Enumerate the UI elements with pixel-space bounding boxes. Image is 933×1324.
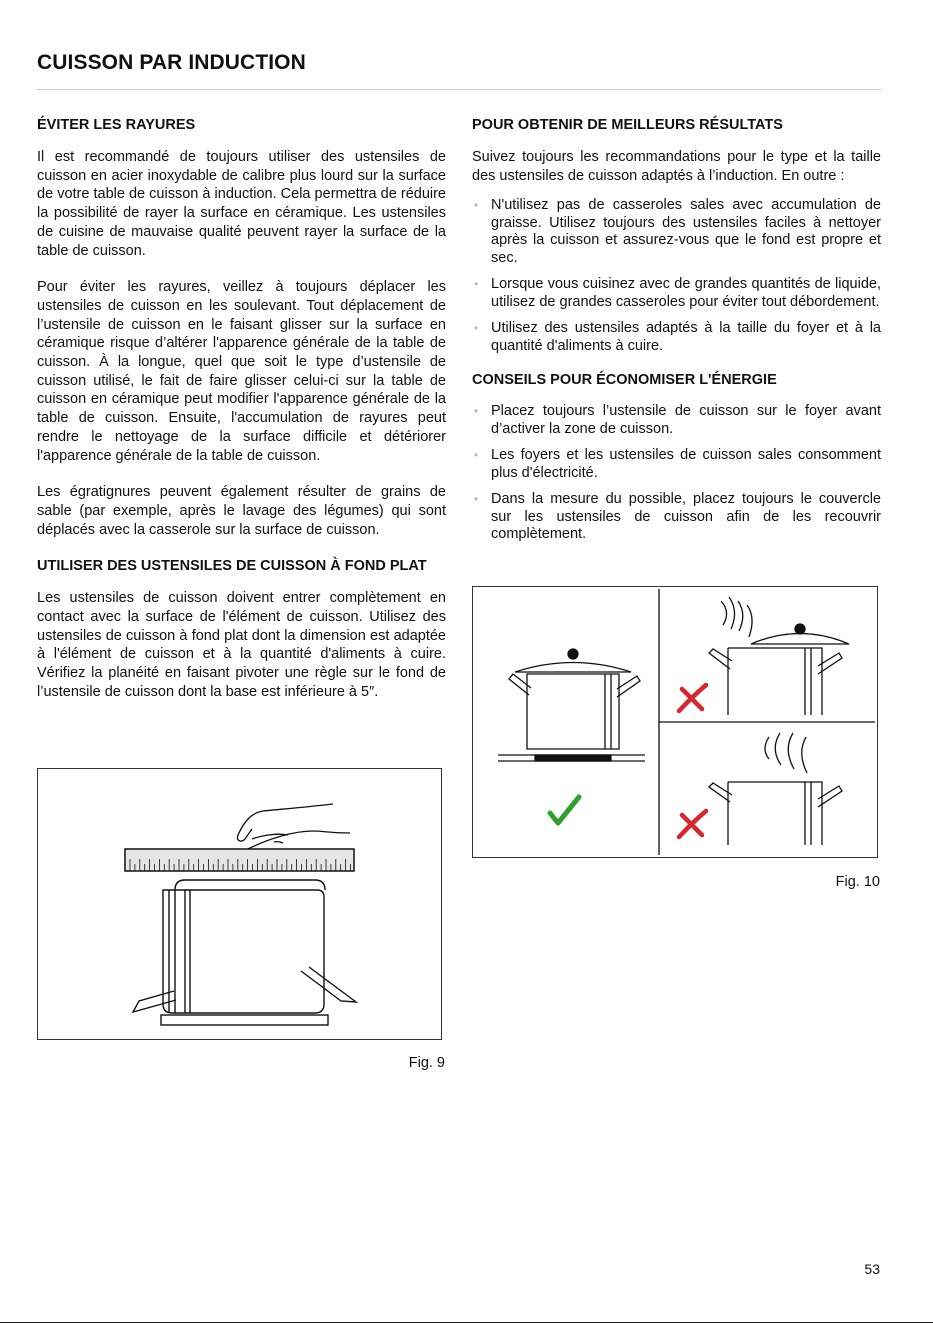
check-icon [550, 797, 579, 823]
section-heading-scratches: ÉVITER LES RAYURES [37, 117, 196, 133]
figure-10 [472, 586, 878, 858]
lid-knob [795, 624, 805, 634]
paragraph: Suivez toujours les recommandations pour le type et la taille des ustensiles de cuisson adaptés à l’induction. En outre : [472, 149, 881, 184]
bullet-icon: • [474, 198, 479, 213]
list-item: • N'utilisez pas de casseroles sales avec accumulation de graisse. Utilisez toujours des ustensiles faciles à nettoyer après la cuisson et assurez-vous que le fond est propre et sec. [474, 197, 881, 266]
pot-lid-lifted [751, 634, 849, 645]
lid-knob [568, 649, 578, 659]
page-number: 53 [864, 1261, 880, 1277]
paragraph: Les ustensiles de cuisson doivent entrer complètement en contact avec la surface de l'élément de cuisson. Utilisez des ustensiles de cuisson à fond plat dont la dimension est adaptée à l'élément de cuisson et à la quantité d'aliments à cuire. Vérifiez la planéité en faisant pivoter une règle sur le fond de l’ustensile de cuisson dont la base est inférieure à 5″. [37, 590, 446, 700]
list-item: • Lorsque vous cuisinez avec de grandes quantités de liquide, utilisez de grandes casseroles pour éviter tout débordement. [474, 276, 881, 310]
pan-rim [175, 880, 325, 890]
bullet-icon: • [474, 448, 479, 463]
bullet-list [472, 197, 881, 355]
bullet-icon: • [474, 404, 479, 419]
energy-saving-illustration [473, 587, 877, 857]
paragraph: Pour éviter les rayures, veillez à toujours déplacer les ustensiles de cuisson en les soulevant. Tout déplacement de l’ustensile de cuisson en le faisant glisser sur la surface en céramique risque d’altérer l'apparence générale de la table de cuisson. À la longue, quel que soit le type d’ustensile de cuisson utilisé, le fait de faire glisser celui-ci sur la table de cuisson en céramique peut modifier l'apparence générale de la table de cuisson. Ensuite, l'accumulation de rayures peut rendre le nettoyage de la surface difficile et détériorer l'apparence générale de la table de cuisson. [37, 279, 446, 464]
cross-icon [679, 685, 706, 711]
bullet-icon: • [474, 277, 479, 292]
bottom-rule [0, 1322, 933, 1323]
bullet-icon: • [474, 321, 479, 336]
cooking-zone [535, 755, 611, 761]
section-heading-flat-bottom: UTILISER DES USTENSILES DE CUISSON À FOND PLAT [37, 558, 427, 575]
list-item: • Placez toujours l’ustensile de cuisson sur le foyer avant d’activer la zone de cuisson. [474, 403, 881, 437]
cooktop-surface [161, 1015, 328, 1025]
pot-lid [515, 663, 631, 673]
pot-handle-left [509, 674, 531, 695]
list-item: • Utilisez des ustensiles adaptés à la taille du foyer et à la quantité d'aliments à cuire. [474, 320, 881, 354]
pan-flatness-illustration [38, 769, 441, 1039]
steam-lines [721, 597, 752, 637]
bullet-list [472, 403, 881, 544]
section-heading-energy-tips: CONSEILS POUR ÉCONOMISER L'ÉNERGIE [472, 372, 777, 389]
figure-caption: Fig. 10 [835, 874, 880, 890]
title-divider [37, 89, 881, 90]
page-title: CUISSON PAR INDUCTION [37, 51, 306, 74]
cross-icon [679, 811, 706, 837]
figure-9 [37, 768, 442, 1040]
right-column [472, 116, 881, 560]
figure-caption: Fig. 9 [408, 1055, 445, 1071]
section-heading-best-results: POUR OBTENIR DE MEILLEURS RÉSULTATS [472, 117, 783, 133]
pan-body [163, 890, 324, 1013]
pot-body-partial [728, 648, 822, 715]
list-item: • Dans la mesure du possible, placez toujours le couvercle sur les ustensiles de cuisson afin de les recouvrir complètement. [474, 491, 881, 543]
pot-body-partial [728, 782, 822, 845]
paragraph: Il est recommandé de toujours utiliser des ustensiles de cuisson en acier inoxydable de calibre plus lourd sur la surface de votre table de cuisson à induction. Cela permettra de réduire la possibilité de rayer la surface en céramique. Les ustensiles de cuisine de mauvaise qualité peuvent rayer la surface de la table de cuisson. [37, 149, 446, 259]
left-column [37, 116, 446, 720]
bullet-icon: • [474, 492, 479, 507]
right-handle [301, 967, 356, 1002]
list-item: • Les foyers et les ustensiles de cuisson sales consomment plus d'électricité. [474, 447, 881, 481]
steam-lines [765, 733, 807, 773]
paragraph: Les égratignures peuvent également résulter de grains de sable (par exemple, après le lavage des légumes) qui sont déplacés avec la casserole sur la surface de cuisson. [37, 484, 446, 538]
pot-handle-right [617, 676, 640, 697]
